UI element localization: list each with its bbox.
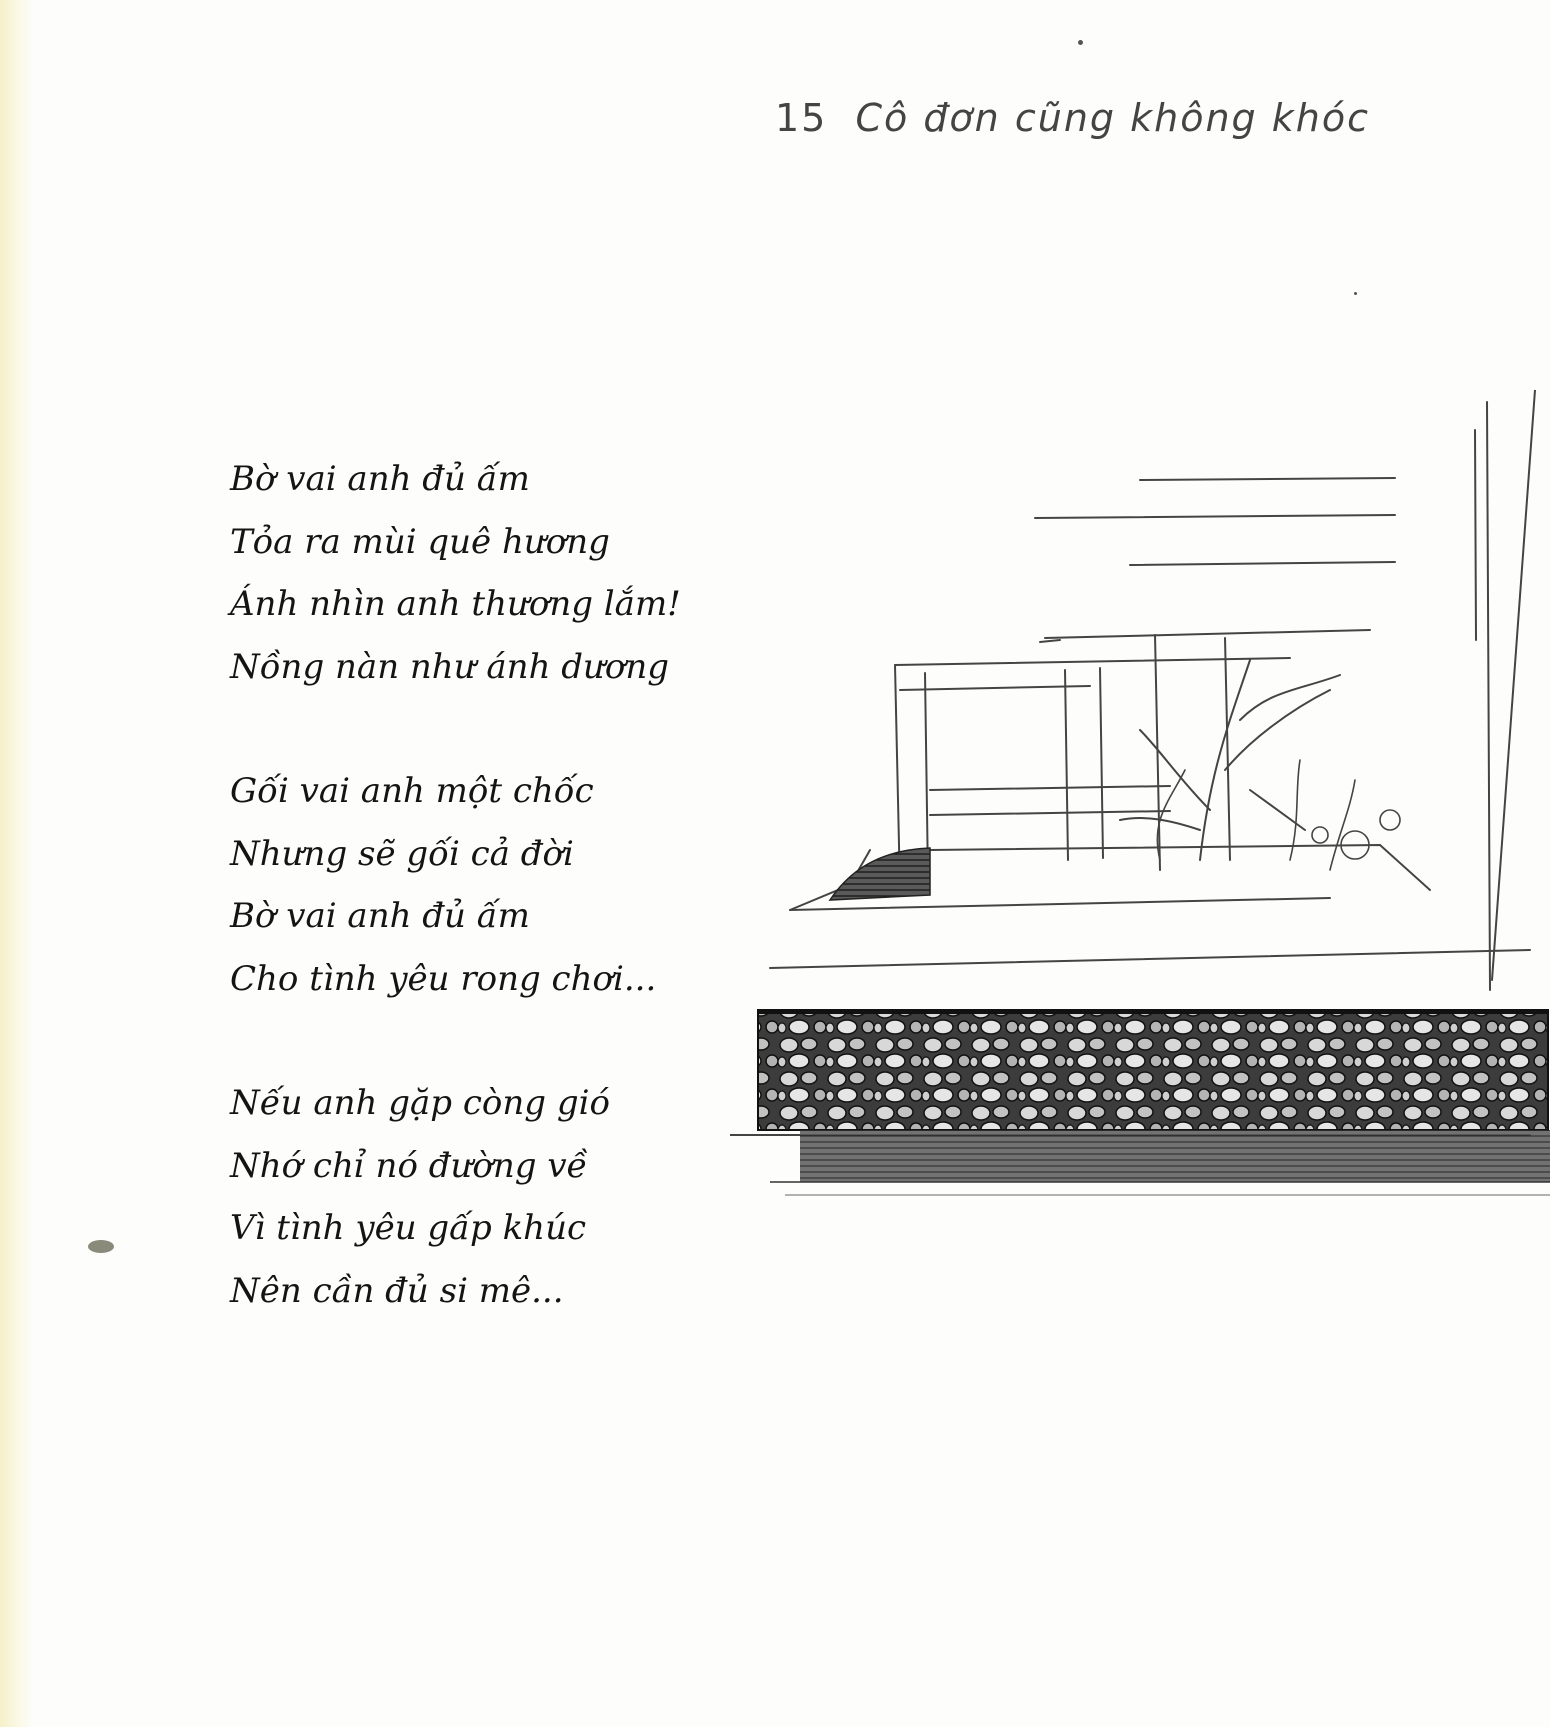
- chapter-title: Cô đơn cũng không khóc: [855, 96, 1370, 140]
- stanza-2: [230, 760, 681, 1010]
- poem-line: Ánh nhìn anh thương lắm!: [230, 584, 681, 624]
- ink-speck: [1354, 292, 1357, 295]
- poem-line: Vì tình yêu gấp khúc: [230, 1208, 587, 1248]
- stanza-3: [230, 1072, 681, 1322]
- poem-line: Gối vai anh một chốc: [230, 771, 594, 811]
- poem: [230, 448, 681, 1384]
- stanza-1: [230, 448, 681, 698]
- poem-line: Bờ vai anh đủ ấm: [230, 459, 530, 499]
- poem-line: Nhưng sẽ gối cả đời: [230, 833, 574, 874]
- poem-line: Nồng nàn như ánh dương: [230, 646, 670, 687]
- ink-speck: [88, 1240, 114, 1253]
- pencil-sketch-illustration: [730, 390, 1550, 1210]
- page-edge-shadow: [0, 0, 34, 1727]
- poem-line: Nhớ chỉ nó đường về: [230, 1145, 588, 1186]
- poem-line: Nên cần đủ si mê...: [230, 1270, 564, 1311]
- poem-line: Nếu anh gặp còng gió: [230, 1083, 610, 1123]
- poem-line: Tỏa ra mùi quê hương: [230, 521, 610, 562]
- page-header: [775, 96, 1370, 140]
- page-number: 15: [775, 96, 828, 140]
- poem-line: Bờ vai anh đủ ấm: [230, 896, 530, 936]
- ink-speck: [1078, 40, 1083, 45]
- poem-line: Cho tình yêu rong chơi...: [230, 958, 657, 999]
